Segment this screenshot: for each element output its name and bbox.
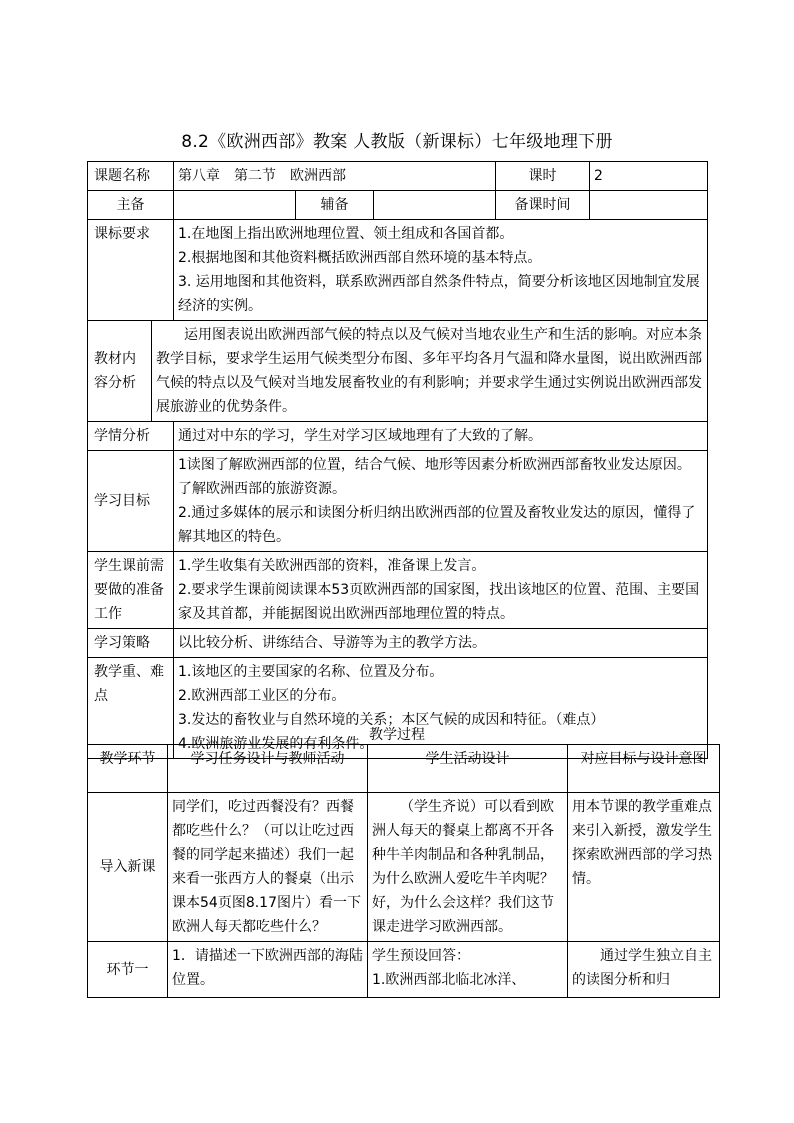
hours-label: 课时	[496, 162, 590, 191]
key-point-item: 2.欧洲西部工业区的分布。	[178, 688, 346, 704]
learner-content: 通过对中东的学习，学生对学习区域地理有了大致的了解。	[174, 422, 708, 451]
hours-value: 2	[590, 162, 708, 191]
topic-value: 第八章 第二节 欧洲西部	[174, 162, 496, 191]
key-point-item: 1.该地区的主要国家的名称、位置及分布。	[178, 664, 444, 680]
student-cell: （学生齐说）可以看到欧洲人每天的餐桌上都离不开各种牛羊肉制品和各种乳制品，为什么欧洲人爱吃牛羊肉呢？好，为什么会这样？我们这节课走进学习欧洲西部。	[368, 793, 568, 942]
document-title: 8.2《欧洲西部》教案 人教版（新课标）七年级地理下册	[181, 132, 613, 152]
standard-item: 2.根据地图和其他资料概括欧洲西部自然环境的基本特点。	[178, 250, 542, 266]
assist-value	[374, 191, 496, 220]
stage-cell: 环节一	[88, 942, 168, 998]
intent-cell: 用本节课的教学重难点来引入新授，激发学生探索欧洲西部的学习热情。	[568, 793, 720, 942]
student-cell: 学生预设回答： 1.欧洲西部北临北冰洋、	[368, 942, 568, 998]
standards-label: 课标要求	[88, 220, 174, 321]
student-prep-item: 2.要求学生课前阅读课本53页欧洲西部的国家图，找出该地区的位置、范围、主要国家及其首都，并能据图说出欧洲西部地理位置的特点。	[178, 582, 700, 622]
header-teacher: 学习任务设计与教师活动	[168, 745, 368, 793]
goals-label: 学习目标	[88, 451, 174, 552]
teacher-cell: 同学们，吃过西餐没有？西餐都吃些什么？（可以让吃过西餐的同学起来描述）我们一起来看一张西方人的餐桌（出示课本54页图8.17图片）看一下欧洲人每天都吃些什么？	[168, 793, 368, 942]
header-intent: 对应目标与设计意图	[568, 745, 720, 793]
standards-content	[174, 220, 708, 321]
table-row	[88, 942, 720, 998]
header-stage: 教学环节	[88, 745, 168, 793]
student-prep-item: 1.学生收集有关欧洲西部的资料，准备课上发言。	[178, 558, 486, 574]
standard-item: 3. 运用地图和其他资料，联系欧洲西部自然条件特点，简要分析该地区因地制宜发展经济的实例。	[178, 274, 700, 314]
goal-item: 2.通过多媒体的展示和读图分析归纳出欧洲西部的位置及畜牧业发达的原因，懂得了解其地区的特色。	[178, 505, 696, 545]
goals-content	[174, 451, 708, 552]
strategy-label: 学习策略	[88, 629, 174, 658]
assist-label: 辅备	[296, 191, 374, 220]
key-point-item: 4.欧洲旅游业发展的有利条件。	[178, 736, 374, 752]
lesson-info-table	[87, 161, 708, 759]
student-prep-label: 学生课前需要做的准备工作	[88, 552, 174, 629]
header-student: 学生活动设计	[368, 745, 568, 793]
intent-cell: 通过学生独立自主的读图分析和归	[568, 942, 720, 998]
lead-label: 主备	[88, 191, 174, 220]
student-prep-content	[174, 552, 708, 629]
lead-value	[174, 191, 296, 220]
strategy-content: 以比较分析、讲练结合、导游等为主的教学方法。	[174, 629, 708, 658]
teacher-cell: 1．请描述一下欧洲西部的海陆位置。	[168, 942, 368, 998]
learner-label: 学情分析	[88, 422, 174, 451]
standard-item: 1.在地图上指出欧洲地理位置、领土组成和各国首都。	[178, 226, 514, 242]
topic-label: 课题名称	[88, 162, 174, 191]
textbook-content: 运用图表说出欧洲西部气候的特点以及气候对当地农业生产和生活的影响。对应本条教学目标，要求学生运用气候类型分布图、多年平均各月气温和降水量图，说出欧洲西部气候的特点以及气候对当地发展畜牧业的有利影响；并要求学生通过实例说出欧洲西部发展旅游业的优势条件。	[152, 321, 708, 422]
key-point-item: 3.发达的畜牧业与自然环境的关系；本区气候的成因和特征。（难点）	[178, 712, 605, 728]
textbook-label: 教材内容分析	[88, 321, 152, 422]
goal-item: 1读图了解欧洲西部的位置，结合气候、地形等因素分析欧洲西部畜牧业发达原因。了解欧洲西部的旅游资源。	[178, 457, 691, 497]
prep-time-value	[590, 191, 708, 220]
stage-cell: 导入新课	[88, 793, 168, 942]
process-section-title: 教学过程	[369, 727, 425, 743]
teaching-process-table	[87, 744, 720, 998]
key-points-label: 教学重、难点	[88, 658, 174, 759]
prep-time-label: 备课时间	[496, 191, 590, 220]
table-row	[88, 793, 720, 942]
